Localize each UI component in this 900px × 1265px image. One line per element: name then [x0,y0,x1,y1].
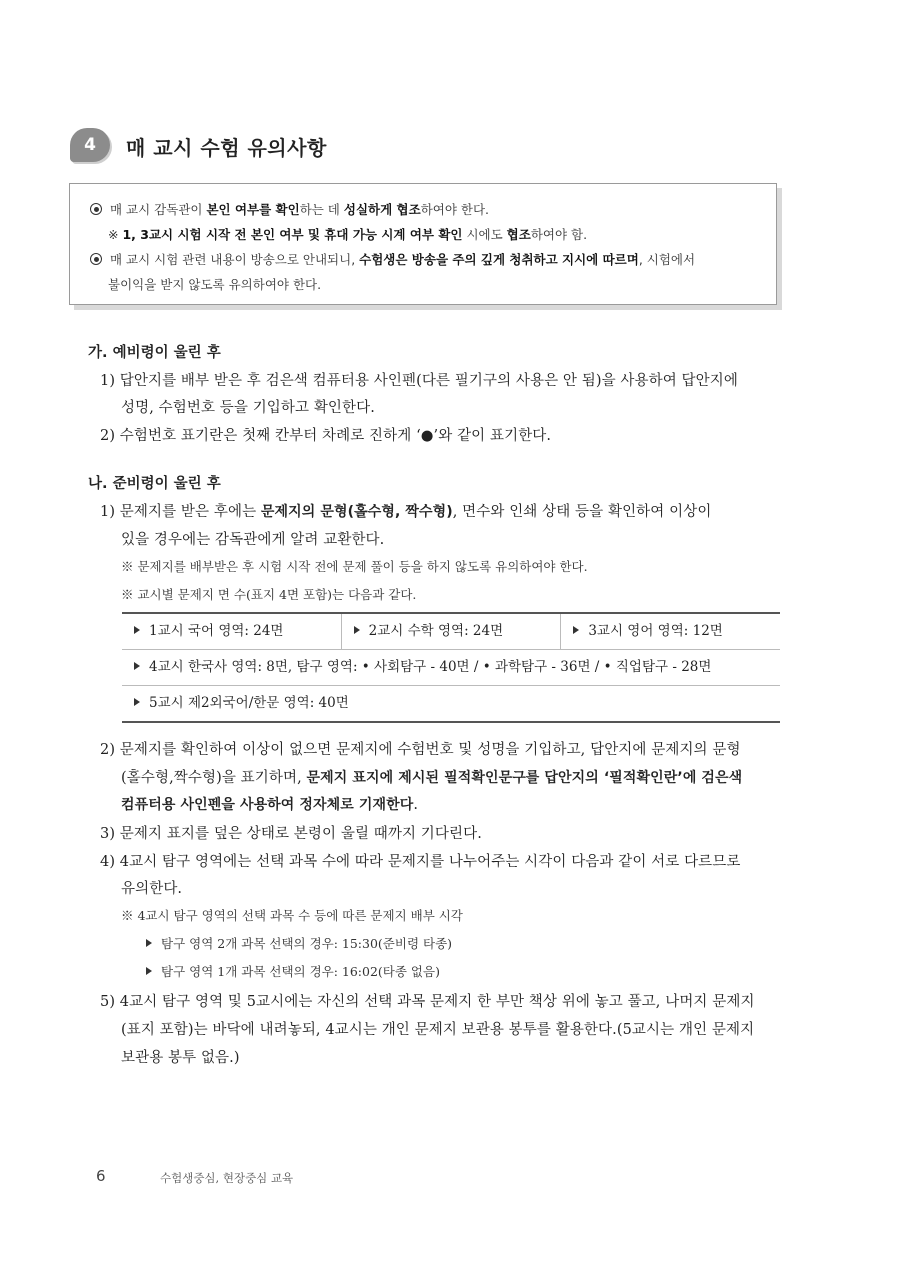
table-cell: 2교시 수학 영역: 24면 [341,614,561,649]
na-item5-line3: 보관용 봉투 없음.) [121,1050,240,1066]
na-item4-line2: 유의한다. [121,881,183,897]
na-note3: ※ 4교시 탐구 영역의 선택 과목 수 등에 따른 문제지 배부 시각 [121,908,463,923]
notice-line-4: 불이익을 받지 않도록 유의하여야 한다. [108,277,322,292]
notice-box [69,183,777,305]
footer-slogan: 수험생중심, 현장중심 교육 [160,1171,294,1185]
table-row [122,614,780,650]
notice-line-1: 매 교시 감독관이 본인 여부를 확인하는 데 성실하게 협조하여야 한다. [90,200,489,218]
na-item4-line1: 4) 4교시 탐구 영역에는 선택 과목 수에 따라 문제지를 나누어주는 시각이 다음과 같이 서로 다르므로 [100,854,741,870]
na-item2-line1: 2) 문제지를 확인하여 이상이 없으면 문제지에 수험번호 및 성명을 기입하고, 답안지에 문제지의 문형 [100,742,741,758]
triangle-bullet-icon [146,967,152,975]
na-item3: 3) 문제지 표지를 덮은 상태로 본령이 울릴 때까지 기다린다. [100,826,482,842]
heading-na: 나. 준비령이 울린 후 [88,476,221,492]
na-sub1: 탐구 영역 2개 과목 선택의 경우: 15:30(준비령 타종) [146,934,452,952]
ga-item1-line1: 1) 답안지를 배부 받은 후 검은색 컴퓨터용 사인펜(다른 필기구의 사용은 안 됨)을 사용하여 답안지에 [100,373,738,389]
table-cell: 5교시 제2외국어/한문 영역: 40면 [122,686,780,721]
table-row [122,650,780,686]
na-item5-line1: 5) 4교시 탐구 영역 및 5교시에는 자신의 선택 과목 문제지 한 부만 책상 위에 놓고 풀고, 나머지 문제지 [100,994,755,1010]
triangle-bullet-icon [134,698,140,706]
triangle-bullet-icon [134,626,140,634]
circle-bullet-icon [90,203,102,215]
na-item2-line2: (홀수형,짝수형)을 표기하며, 문제지 표지에 제시된 필적확인문구를 답안지의 ‘필적확인란’에 검은색 [121,770,743,786]
na-note1: ※ 문제지를 배부받은 후 시험 시작 전에 문제 풀이 등을 하지 않도록 유의하여야 한다. [121,559,588,574]
na-item1-line2: 있을 경우에는 감독관에게 알려 교환한다. [121,532,385,548]
circle-bullet-icon [90,253,102,265]
na-sub2: 탐구 영역 1개 과목 선택의 경우: 16:02(타종 없음) [146,962,440,980]
table-cell: 1교시 국어 영역: 24면 [122,614,341,649]
notice-line-3: 매 교시 시험 관련 내용이 방송으로 안내되니, 수험생은 방송을 주의 깊게 청취하고 지시에 따르며, 시험에서 [90,250,695,268]
notice-line-2: ※ 1, 3교시 시험 시작 전 본인 여부 및 휴대 가능 시계 여부 확인 시에도 협조하여야 함. [108,227,588,242]
page-count-table [122,612,780,723]
table-cell: 3교시 영어 영역: 12면 [560,614,780,649]
page-number: 6 [96,1167,106,1185]
triangle-bullet-icon [354,626,360,634]
triangle-bullet-icon [146,939,152,947]
section-number-badge: 4 [70,128,110,162]
triangle-bullet-icon [573,626,579,634]
section-title: 매 교시 수험 유의사항 [126,136,327,160]
heading-ga: 가. 예비령이 울린 후 [88,345,221,361]
table-row [122,686,780,721]
ga-item1-line2: 성명, 수험번호 등을 기입하고 확인한다. [121,400,375,416]
na-item1-line1: 1) 문제지를 받은 후에는 문제지의 문형(홀수형, 짝수형), 면수와 인쇄 상태 등을 확인하여 이상이 [100,504,712,520]
table-cell: 4교시 한국사 영역: 8면, 탐구 영역: • 사회탐구 - 40면 / • 과학탐구 - 36면 / • 직업탐구 - 28면 [122,650,780,685]
na-item2-line3: 컴퓨터용 사인펜을 사용하여 정자체로 기재한다. [121,797,419,813]
ga-item2: 2) 수험번호 표기란은 첫째 칸부터 차례로 진하게 ‘●’와 같이 표기한다. [100,428,552,444]
triangle-bullet-icon [134,662,140,670]
na-note2: ※ 교시별 문제지 면 수(표지 4면 포함)는 다음과 같다. [121,587,417,602]
na-item5-line2: (표지 포함)는 바닥에 내려놓되, 4교시는 개인 문제지 보관용 봉투를 활용한다.(5교시는 개인 문제지 [121,1022,755,1038]
